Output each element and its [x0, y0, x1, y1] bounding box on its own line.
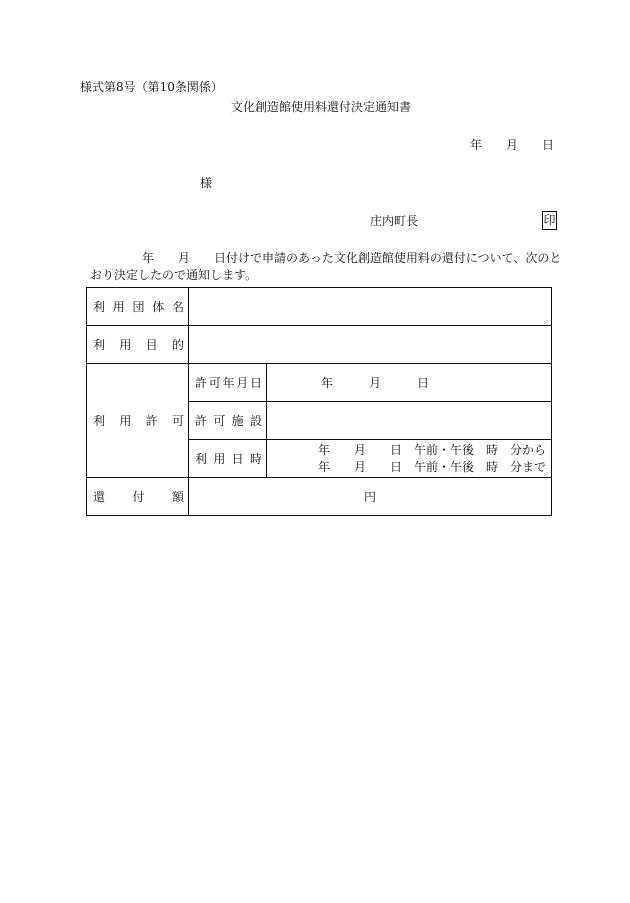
document-title: 文化創造館使用料還付決定通知書: [231, 100, 412, 114]
field-permit-date: 年 月 日: [267, 364, 552, 402]
date-month-label: 月: [506, 138, 519, 152]
schedule-from: 年 月 日 午前・午後 時 分から: [317, 442, 546, 457]
form-number: 様式第8号（第10条関係）: [80, 80, 223, 94]
row-refund-amount: [87, 478, 552, 516]
row-group-name: [87, 288, 552, 326]
issuer-name: 庄内町長: [370, 214, 419, 228]
schedule-to: 年 月 日 午前・午後 時 分まで: [317, 459, 546, 474]
notice-body-line-1: 年 月 日付けで申請のあった文化創造館使用料の還付について、次のと: [142, 251, 562, 265]
date-year-label: 年: [470, 138, 483, 152]
field-purpose: [189, 326, 552, 364]
seal-mark: 印: [542, 211, 557, 230]
field-facility: [267, 402, 552, 440]
date-day-label: 日: [542, 138, 555, 152]
label-purpose: 利 用 目 的: [87, 326, 189, 364]
label-refund-amount: 還 付 額: [87, 478, 189, 516]
label-permission: 利 用 許 可: [87, 364, 189, 478]
notice-body: [90, 250, 566, 284]
field-group-name: [189, 288, 552, 326]
label-group-name: 利 用 団 体 名: [87, 288, 189, 326]
row-permit-date: [87, 364, 552, 402]
label-permit-date: 許 可 年 月 日: [189, 364, 267, 402]
field-refund-amount: 円: [189, 478, 552, 516]
notice-body-line-2: おり決定したので通知します。: [90, 268, 258, 282]
refund-details-table: [86, 287, 552, 516]
label-usage-datetime: 利 用 日 時: [189, 440, 267, 478]
field-usage-datetime: [267, 440, 552, 478]
issue-date-line: [470, 139, 554, 151]
addressee-honorific: 様: [200, 176, 213, 190]
row-purpose: [87, 326, 552, 364]
label-facility: 許 可 施 設: [189, 402, 267, 440]
